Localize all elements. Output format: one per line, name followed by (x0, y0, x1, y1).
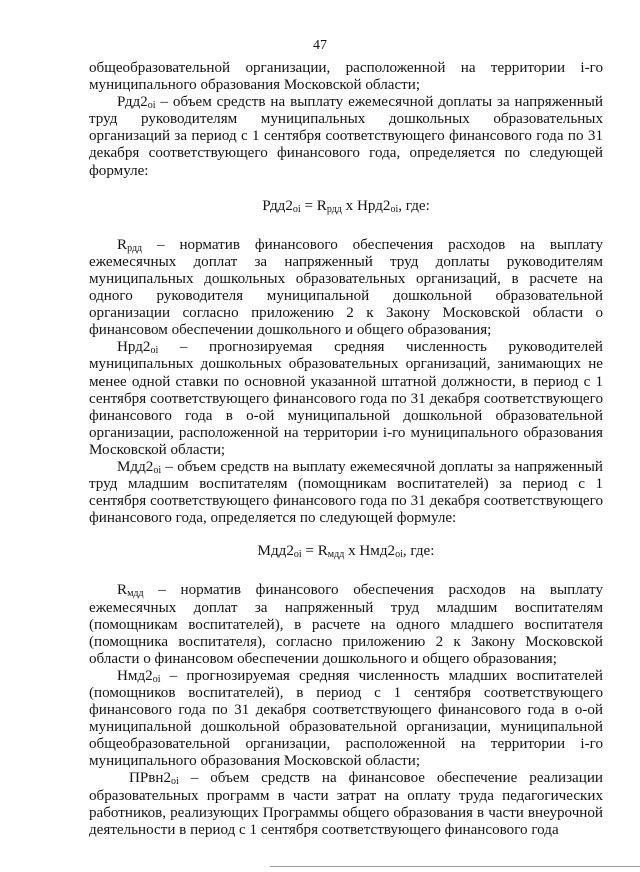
formula-subscript: рдд (326, 203, 342, 215)
symbol-mdd2: Мдд2 (117, 458, 154, 475)
symbol-subscript: oi (171, 776, 179, 788)
formula-term: х Нрд2 (341, 197, 391, 214)
formula-term: = R (300, 197, 327, 214)
symbol-nmd2: Нмд2 (117, 667, 153, 684)
formula-term: Мдд2 (257, 543, 294, 560)
symbol-subscript: oi (153, 464, 162, 476)
symbol-nrd2: Нрд2 (117, 339, 151, 356)
formula-subscript: oi (395, 549, 403, 561)
formula-term: Рдд2 (262, 197, 293, 214)
symbol-rdd2: Рдд2 (117, 94, 148, 111)
paragraph-mdd2-definition (89, 459, 603, 527)
paragraph-continuation (89, 60, 603, 94)
paragraph-text: – объем средств на выплату ежемесячной доплаты за напряженный труд младшим воспитателям (помощникам воспитателей) за период с 1 сентября соответствующего финансового года по 31 декабря соответствующего финансового года, определяется по следующей формуле: (89, 458, 603, 527)
paragraph-text: – объем средств на выплату ежемесячной доплаты за напряженный труд руководителям муниципальных дошкольных образовательных организаций за период с 1 сентября соответствующего финансового года по 31 декабря соответствующего финансового года, определяется по следующей формуле: (89, 94, 603, 179)
symbol-r: R (117, 582, 128, 599)
symbol-prvn2: ПРвн2 (129, 770, 172, 787)
symbol-subscript: мдд (127, 588, 144, 600)
symbol-subscript: oi (150, 345, 159, 357)
document-body (89, 60, 603, 839)
formula-term: , где: (398, 197, 430, 214)
scan-edge-line (270, 866, 640, 867)
formula-subscript: oi (292, 203, 301, 215)
paragraph-text: – прогнозируемая средняя численность младших воспитателей (помощников воспитателей), в период с 1 сентября соответствующего финансового года по 31 декабря соответствующего финансового года в о-ой муниципальной дошкольной образовательной организации, муниципальной общеобразовательной организации, расположенной на территории i-го муниципального образования Московской области; (89, 667, 603, 770)
formula-rdd2 (89, 180, 603, 237)
formula-subscript: мдд (327, 549, 345, 561)
paragraph-text: – норматив финансового обеспечения расходов на выплату ежемесячных доплат за напряженный труд доплаты руководителям муниципальных дошкольных образовательных организаций, в расчете на одного руководителя муниципальной дошкольной образовательной организации согласно приложению 2 к Закону Московской области о финансовом обеспечении дошкольного и общего образования; (89, 236, 603, 339)
paragraph-rdd2-definition (89, 94, 603, 179)
paragraph-text: – объем средств на финансовое обеспечение реализации образовательных программ в части затрат на оплату труда педагогических работников, реализующих Программы общего образования в части внеурочной деятельности в период с 1 сентября соответствующего финансового года (89, 770, 603, 838)
paragraph-nmd2-definition (89, 668, 603, 771)
paragraph-nrd2-definition (89, 339, 603, 459)
symbol-r: R (117, 236, 128, 253)
symbol-subscript: oi (152, 673, 161, 685)
formula-term: = R (301, 543, 328, 560)
paragraph-text: – прогнозируемая средняя численность руководителей муниципальных дошкольных образовательных организаций, занимающих не менее одной ставки по основной указанной штатной должности, в период с 1 сентября соответствующего финансового года по 31 декабря соответствующего финансового года в о-ой муниципальной дошкольной образовательной организации, расположенной на территории i-го муниципального образования Московской области; (89, 339, 603, 458)
formula-mdd2 (89, 527, 603, 582)
formula-term: , где: (402, 543, 435, 560)
formula-subscript: oi (390, 203, 399, 215)
paragraph-r-rdd-definition (89, 237, 603, 340)
paragraph-text: общеобразовательной организации, расположенной на территории i-го муниципального образования Московской области; (89, 60, 603, 94)
paragraph-prvn2-definition (89, 770, 603, 838)
page-number: 47 (313, 38, 327, 53)
paragraph-text: – норматив финансового обеспечения расходов на выплату ежемесячных доплат за напряженный труд младшим воспитателям (помощникам воспитателей), в расчете на одного младшего воспитателя (помощника воспитателя), согласно приложению 2 к Закону Московской области о финансовом обеспечении дошкольного и общего образования; (89, 582, 603, 667)
paragraph-r-mdd-definition (89, 582, 603, 667)
symbol-subscript: oi (147, 100, 156, 112)
symbol-subscript: рдд (127, 242, 143, 254)
formula-subscript: oi (293, 549, 302, 561)
formula-term: х Нмд2 (344, 543, 396, 560)
